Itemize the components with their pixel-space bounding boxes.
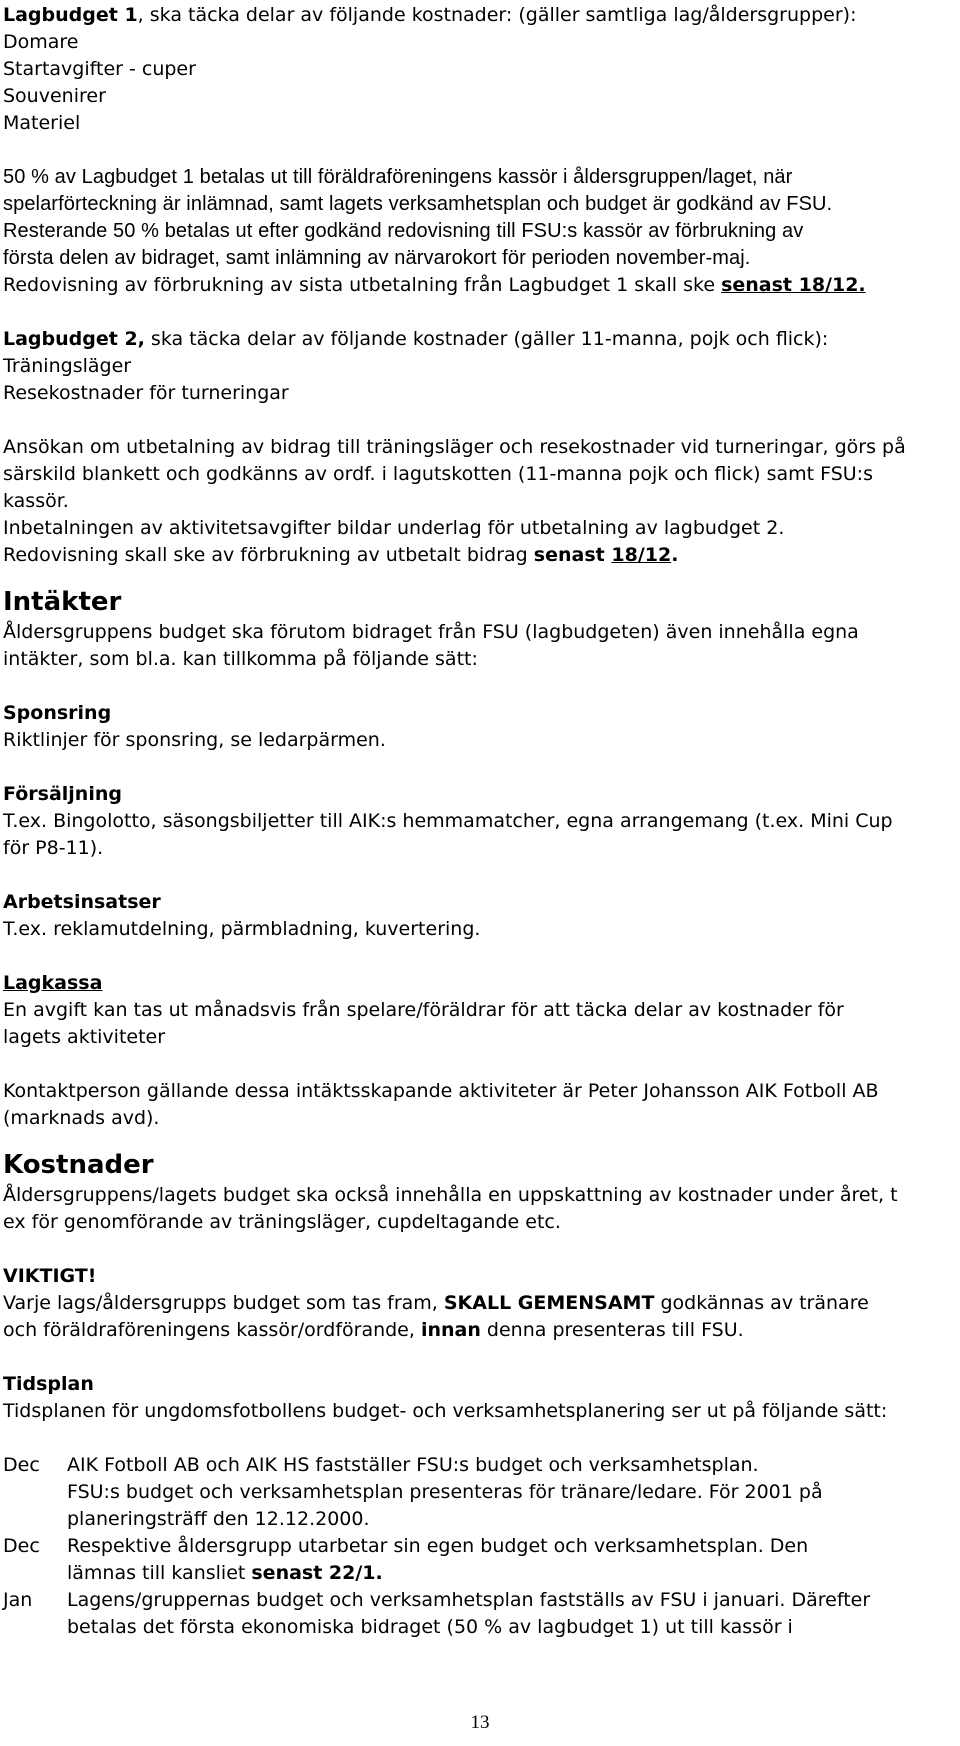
paragraph-line xyxy=(3,542,953,569)
lagbudget1-intro-line xyxy=(3,2,953,29)
deadline-dot: . xyxy=(671,544,679,566)
schedule-month: Dec xyxy=(3,1535,40,1557)
paragraph-line: T.ex. Bingolotto, säsongsbiljetter till AIK:s hemmamatcher, egna arrangemang (t.ex. Mini Cup xyxy=(3,810,893,832)
subsection-title: Tidsplan xyxy=(3,1373,94,1395)
schedule-row xyxy=(3,1533,953,1587)
tidsplan-section xyxy=(3,1371,953,1641)
paragraph-line: Tidsplanen för ungdomsfotbollens budget- och verksamhetsplanering ser ut på följande sätt: xyxy=(3,1400,888,1422)
text-part: och föräldraföreningens kassör/ordförande, xyxy=(3,1319,421,1341)
subsection-title: Lagkassa xyxy=(3,972,103,994)
paragraph-line: spelarförteckning är inlämnad, samt lagets verksamhetsplan och budget är godkänd av FSU. xyxy=(3,193,833,215)
deadline-date: senast 18/12. xyxy=(721,274,866,296)
lagbudget2-intro-line xyxy=(3,326,953,353)
schedule-text: Respektive åldersgrupp utarbetar sin egen budget och verksamhetsplan. Den xyxy=(67,1535,809,1557)
deadline-date: 18/12 xyxy=(611,544,672,566)
lagbudget2-heading: Lagbudget 2, xyxy=(3,328,145,350)
paragraph-line: Resterande 50 % betalas ut efter godkänd redovisning till FSU:s kassör av förbrukning av xyxy=(3,220,804,242)
deadline-date: senast 22/1. xyxy=(251,1562,383,1584)
paragraph-line xyxy=(3,1317,953,1344)
paragraph-line: lagets aktiviteter xyxy=(3,1026,166,1048)
lagbudget1-intro: , ska täcka delar av följande kostnader: (gäller samtliga lag/åldersgrupper): xyxy=(137,4,857,26)
schedule-text: Lagens/gruppernas budget och verksamhetsplan fastställs av FSU i januari. Därefter xyxy=(67,1589,871,1611)
paragraph-line: första delen av bidraget, samt inlämning av närvarokort för perioden november-maj. xyxy=(3,247,751,269)
subsection-title: Sponsring xyxy=(3,702,112,724)
document-page xyxy=(3,2,953,1641)
paragraph-line xyxy=(3,1290,953,1317)
deadline-label: senast xyxy=(533,544,612,566)
paragraph-line: kassör. xyxy=(3,490,69,512)
schedule-month: Dec xyxy=(3,1454,40,1476)
paragraph-line: ex för genomförande av träningsläger, cupdeltagande etc. xyxy=(3,1211,561,1233)
paragraph-line: särskild blankett och godkänns av ordf. i lagutskotten (11-manna pojk och flick) samt FSU:s xyxy=(3,463,873,485)
paragraph-line: Ansökan om utbetalning av bidrag till träningsläger och resekostnader vid turneringar, görs på xyxy=(3,436,906,458)
paragraph-line: (marknads avd). xyxy=(3,1107,160,1129)
text-part: Varje lags/åldersgrupps budget som tas fram, xyxy=(3,1292,444,1314)
kostnader-section xyxy=(3,1148,953,1344)
subsection-title: Arbetsinsatser xyxy=(3,891,161,913)
paragraph-line: 50 % av Lagbudget 1 betalas ut till föräldraföreningens kassör i åldersgruppen/laget, när xyxy=(3,166,793,188)
text-part: denna presenteras till FSU. xyxy=(480,1319,744,1341)
cost-item: Startavgifter - cuper xyxy=(3,58,196,80)
schedule-month: Jan xyxy=(3,1589,33,1611)
paragraph-line: Inbetalningen av aktivitetsavgifter bildar underlag för utbetalning av lagbudget 2. xyxy=(3,517,785,539)
important-label: VIKTIGT! xyxy=(3,1265,97,1287)
cost-item: Domare xyxy=(3,31,79,53)
lagbudget1-section xyxy=(3,2,953,299)
paragraph-line: intäkter, som bl.a. kan tillkomma på följande sätt: xyxy=(3,648,478,670)
schedule-text: betalas det första ekonomiska bidraget (50 % av lagbudget 1) ut till kassör i xyxy=(67,1616,793,1638)
paragraph-line: Kontaktperson gällande dessa intäktsskapande aktiviteter är Peter Johansson AIK Fotboll AB xyxy=(3,1080,879,1102)
cost-item: Materiel xyxy=(3,112,81,134)
schedule-text: planeringsträff den 12.12.2000. xyxy=(67,1508,370,1530)
text-part: godkännas av tränare xyxy=(654,1292,869,1314)
paragraph-line: Riktlinjer för sponsring, se ledarpärmen. xyxy=(3,729,386,751)
subsection-title: Försäljning xyxy=(3,783,122,805)
cost-item: Souvenirer xyxy=(3,85,106,107)
lagbudget2-intro: ska täcka delar av följande kostnader (gäller 11-manna, pojk och flick): xyxy=(144,328,829,350)
schedule-text: AIK Fotboll AB och AIK HS fastställer FSU:s budget och verksamhetsplan. xyxy=(67,1454,759,1476)
lagbudget2-section xyxy=(3,326,953,569)
cost-item: Resekostnader för turneringar xyxy=(3,382,289,404)
lagbudget1-heading: Lagbudget 1 xyxy=(3,4,138,26)
paragraph-line: T.ex. reklamutdelning, pärmbladning, kuvertering. xyxy=(3,918,481,940)
emphasis: SKALL GEMENSAMT xyxy=(443,1292,655,1314)
schedule-text: FSU:s budget och verksamhetsplan presenteras för tränare/ledare. För 2001 på xyxy=(67,1481,823,1503)
deadline-text: Redovisning av förbrukning av sista utbetalning från Lagbudget 1 skall ske xyxy=(3,274,722,296)
deadline-text: Redovisning skall ske av förbrukning av utbetalt bidrag xyxy=(3,544,534,566)
emphasis: innan xyxy=(420,1319,481,1341)
section-heading: Intäkter xyxy=(3,587,122,617)
schedule-row xyxy=(3,1452,953,1533)
section-heading: Kostnader xyxy=(3,1150,154,1180)
paragraph-line: Åldersgruppens/lagets budget ska också innehålla en uppskattning av kostnader under året, t xyxy=(3,1184,898,1206)
paragraph-line: för P8-11). xyxy=(3,837,104,859)
paragraph-line: Åldersgruppens budget ska förutom bidraget från FSU (lagbudgeten) även innehålla egna xyxy=(3,621,859,643)
page-number: 13 xyxy=(470,1712,490,1733)
paragraph-line: En avgift kan tas ut månadsvis från spelare/föräldrar för att täcka delar av kostnader för xyxy=(3,999,844,1021)
cost-item: Träningsläger xyxy=(3,355,132,377)
paragraph-line xyxy=(3,272,953,299)
intakter-section xyxy=(3,585,953,1132)
schedule-text xyxy=(67,1560,808,1587)
text-part: lämnas till kansliet xyxy=(67,1562,252,1584)
schedule-row xyxy=(3,1587,953,1641)
